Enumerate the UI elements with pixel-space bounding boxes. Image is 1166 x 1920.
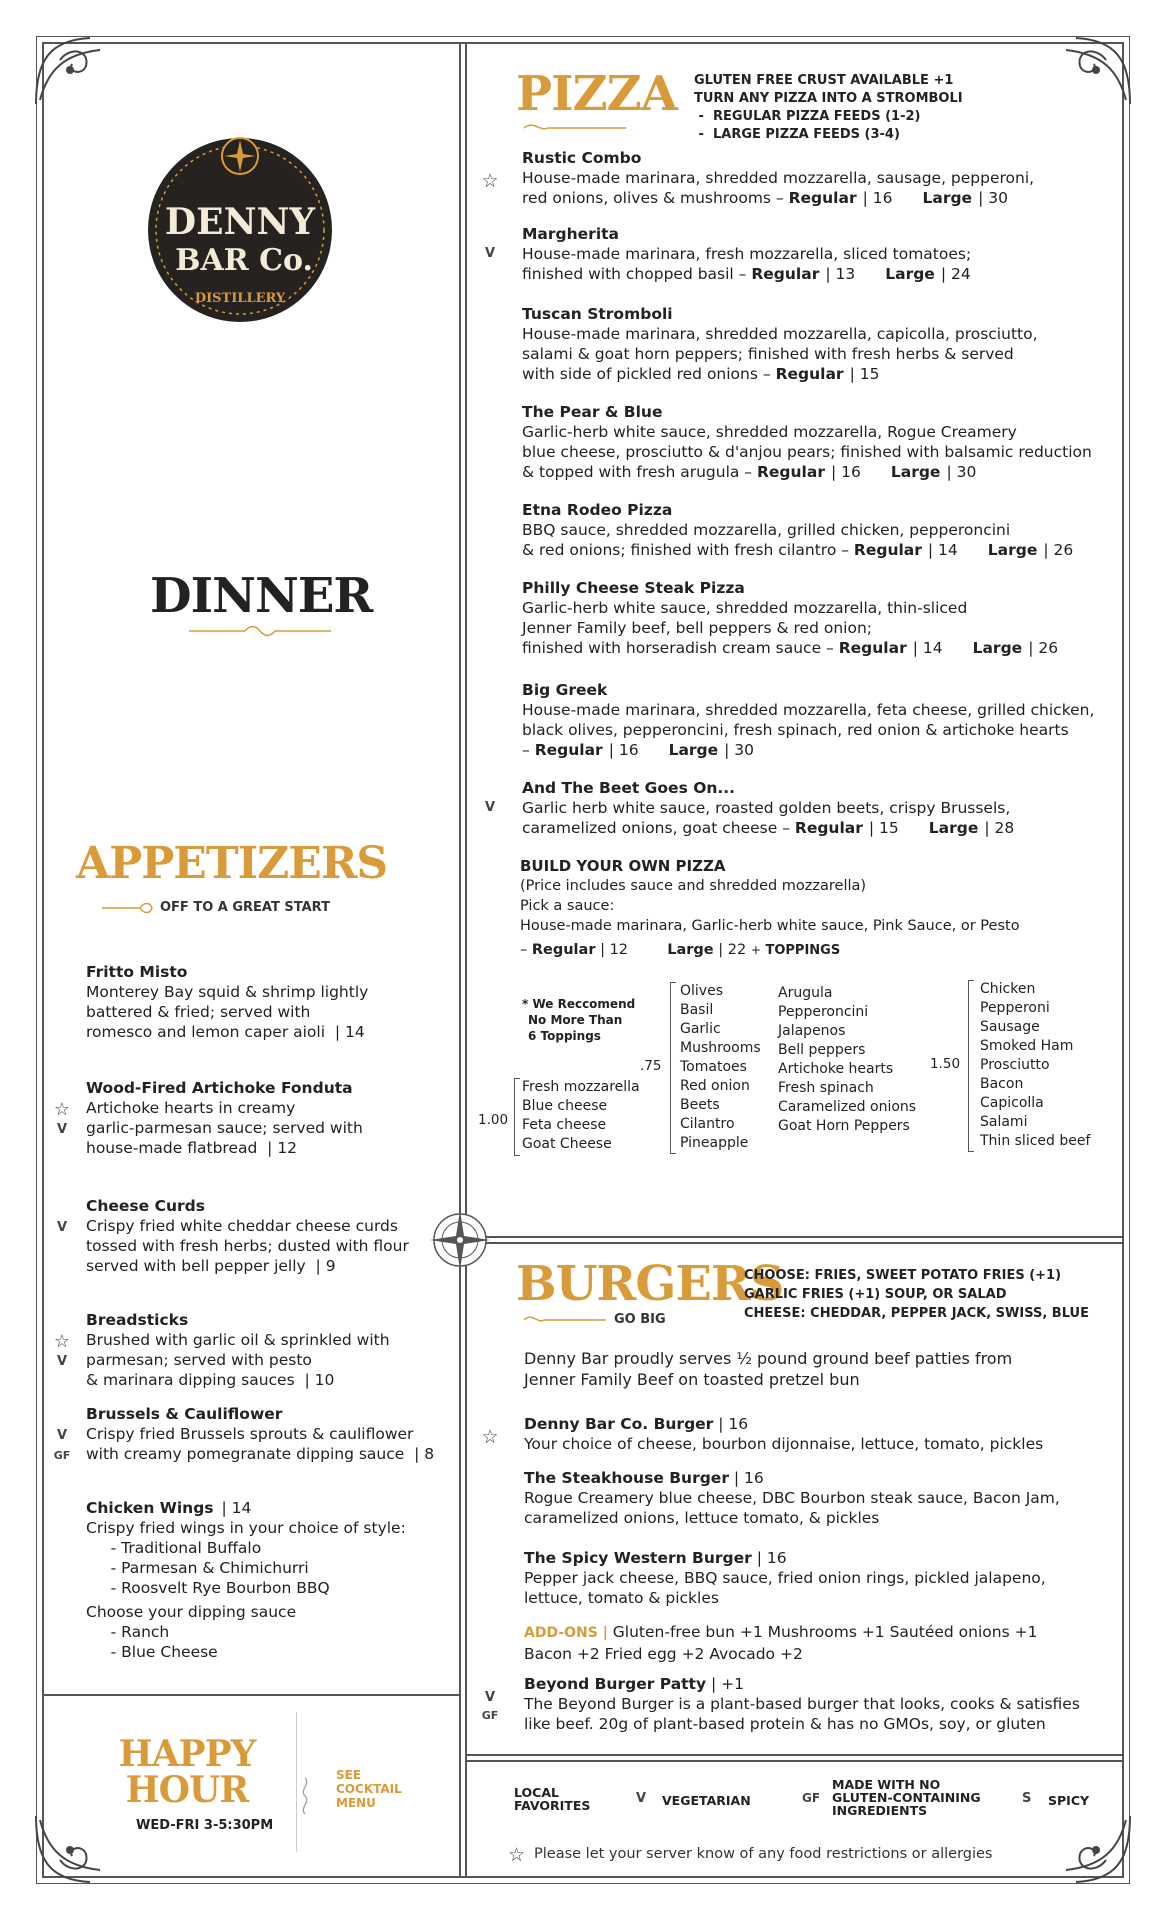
appetizer-desc: garlic-parmesan sauce; served with — [86, 1119, 363, 1137]
burger-item — [524, 1414, 1124, 1454]
topping-item: Goat Horn Peppers — [778, 1118, 910, 1134]
pizza-name: Philly Cheese Steak Pizza — [522, 579, 745, 597]
burger-header — [524, 1548, 1124, 1568]
large-price: | 30 — [978, 189, 1008, 207]
pizza-item — [522, 500, 1122, 560]
pizza-price-line — [522, 638, 1122, 658]
appetizer-desc: Monterey Bay squid & shrimp lightly — [86, 983, 369, 1001]
pizza-price-line — [522, 188, 1122, 208]
appetizer-desc: - Roosvelt Rye Bourbon BBQ — [86, 1579, 330, 1597]
topping-list-veg-1 — [680, 982, 761, 1153]
topping-item: Olives — [680, 983, 723, 999]
burgers-subtitle: GO BIG — [614, 1312, 666, 1327]
topping-item: Jalapenos — [778, 1023, 846, 1039]
appetizer-name: Chicken Wings — [86, 1499, 214, 1517]
pizza-desc: House-made marinara, shredded mozzarella, feta cheese, grilled chicken, — [522, 701, 1095, 719]
dipping-sauce — [86, 1602, 426, 1662]
large-price: | 24 — [940, 265, 971, 283]
large-label: Large — [668, 741, 719, 759]
pizza-item — [522, 148, 1122, 208]
large-label: Large — [972, 639, 1023, 657]
topping-item: Salami — [980, 1114, 1028, 1130]
topping-item: Prosciutto — [980, 1057, 1050, 1073]
vegetarian-icon: V — [56, 1428, 68, 1443]
topping-item: Mushrooms — [680, 1040, 761, 1056]
appetizers-heading: APPETIZERS — [76, 838, 388, 889]
topping-item: Red onion — [680, 1078, 750, 1094]
price-100: 1.00 — [478, 1112, 509, 1128]
vegetarian-icon: V — [484, 800, 496, 815]
topping-item: Pineapple — [680, 1135, 749, 1151]
cocktail-text: COCKTAIL — [336, 1782, 402, 1796]
vegetarian-icon: V — [484, 246, 496, 261]
regular-label: Regular — [756, 463, 825, 481]
addons-line-2: Bacon +2 Fried egg +2 Avocado +2 — [524, 1645, 803, 1663]
topping-item: Blue cheese — [522, 1098, 608, 1114]
happy-hour-title-1: HAPPY — [118, 1733, 256, 1775]
topping-list-meats — [980, 980, 1090, 1151]
star-icon: ☆ — [53, 1099, 71, 1120]
pizza-note: TURN ANY PIZZA INTO A STROMBOLI — [694, 91, 963, 106]
topping-item: Bacon — [980, 1076, 1024, 1092]
vegetarian-icon: V — [636, 1791, 647, 1806]
topping-item: Thin sliced beef — [980, 1133, 1091, 1149]
burgers-heading: BURGERS — [516, 1256, 784, 1312]
burger-desc: The Beyond Burger is a plant-based burger that looks, cooks & satisfies — [524, 1695, 1080, 1713]
byo-price-line — [520, 940, 1120, 961]
topping-item: Tomatoes — [680, 1059, 747, 1075]
compass-icon — [428, 1208, 492, 1272]
regular-price: | 16 — [862, 189, 893, 207]
byo-regular-label: Regular — [531, 942, 596, 958]
appetizer-desc: - Traditional Buffalo — [86, 1539, 262, 1557]
bracket — [670, 982, 676, 1154]
dipping-option: - Blue Cheese — [86, 1643, 218, 1661]
bracket — [514, 1078, 520, 1156]
rec-line: * We Reccomend — [522, 997, 636, 1011]
appetizer-desc: house-made flatbread | 12 — [86, 1139, 298, 1157]
large-label: Large — [890, 463, 941, 481]
appetizer-desc: Crispy fried white cheddar cheese curds — [86, 1217, 398, 1235]
pizza-desc: Garlic-herb white sauce, shredded mozzarella, thin-sliced — [522, 599, 968, 617]
topping-item: Garlic — [680, 1021, 721, 1037]
large-label: Large — [928, 819, 979, 837]
byo-title: BUILD YOUR OWN PIZZA — [520, 857, 726, 875]
appetizer-desc: with creamy pomegranate dipping sauce | 8 — [86, 1445, 435, 1463]
pizza-price-line — [522, 364, 1122, 384]
pizza-desc-tail: & topped with fresh arugula – — [522, 463, 757, 481]
appetizer-desc: battered & fried; served with — [86, 1003, 311, 1021]
legend-text: MADE WITH NO — [832, 1777, 941, 1792]
corner-ornament-icon — [30, 30, 110, 110]
pizza-name: Rustic Combo — [522, 149, 642, 167]
logo-text-2: BAR Co. — [175, 243, 313, 278]
gluten-free-icon: GF — [802, 1791, 821, 1805]
byo-reg-prefix: – — [520, 942, 532, 958]
byo-plus: + — [750, 943, 761, 957]
pizza-name: And The Beet Goes On... — [522, 779, 736, 797]
regular-price: | 16 — [608, 741, 639, 759]
pizza-price-line — [522, 740, 1122, 760]
topping-item: Goat Cheese — [522, 1136, 612, 1152]
appetizer-desc: served with bell pepper jelly | 9 — [86, 1257, 336, 1275]
appetizer-desc: - Parmesan & Chimichurri — [86, 1559, 309, 1577]
gluten-free-icon: GF — [53, 1449, 71, 1462]
flourish-icon — [185, 624, 335, 638]
price-150: 1.50 — [930, 1056, 961, 1072]
pizza-desc-tail: finished with horseradish cream sauce – — [522, 639, 839, 657]
appetizer-desc: Brushed with garlic oil & sprinkled with — [86, 1331, 390, 1349]
star-icon: ☆ — [508, 1844, 526, 1866]
burger-header — [524, 1468, 1124, 1488]
price-075: .75 — [640, 1058, 662, 1074]
regular-price: | 16 — [830, 463, 861, 481]
rec-line: No More Than — [528, 1013, 623, 1027]
burger-name: Beyond Burger Patty — [524, 1675, 707, 1693]
topping-item: Basil — [680, 1002, 714, 1018]
burger-addons — [524, 1622, 1037, 1665]
menu-text: MENU — [336, 1796, 376, 1810]
burger-desc: Your choice of cheese, bourbon dijonnaise, lettuce, tomato, pickles — [524, 1435, 1044, 1453]
byo-line: Pick a sauce: — [520, 898, 615, 914]
pizza-price-line — [522, 818, 1122, 838]
large-label: Large — [987, 541, 1038, 559]
regular-price: | 14 — [912, 639, 943, 657]
burger-desc: lettuce, tomato & pickles — [524, 1589, 719, 1607]
burger-item — [524, 1548, 1124, 1608]
pizza-note: - REGULAR PIZZA FEEDS (1-2) — [694, 109, 921, 124]
vegetarian-icon: V — [56, 1220, 68, 1235]
pizza-name: Big Greek — [522, 681, 608, 699]
legend-vegetarian: VEGETARIAN — [662, 1793, 751, 1808]
burger-note: CHOOSE: FRIES, SWEET POTATO FRIES (+1) — [744, 1268, 1062, 1283]
pizza-desc-tail: caramelized onions, goat cheese – — [522, 819, 795, 837]
appetizer-name: Wood-Fired Artichoke Fonduta — [86, 1079, 353, 1097]
appetizer-header — [86, 1498, 426, 1518]
burger-desc: caramelized onions, lettuce tomato, & pickles — [524, 1509, 880, 1527]
appetizer-item — [86, 1498, 426, 1598]
pizza-note: - LARGE PIZZA FEEDS (3-4) — [694, 127, 900, 142]
topping-item: Caramelized onions — [778, 1099, 917, 1115]
pizza-price-line — [522, 462, 1122, 482]
burger-price: | 16 — [751, 1549, 787, 1567]
appetizer-item — [86, 1196, 426, 1276]
topping-list-veg-2 — [778, 984, 916, 1136]
large-label: Large — [922, 189, 973, 207]
pizza-desc: salami & goat horn peppers; finished with fresh herbs & served — [522, 345, 1014, 363]
byo-large-price: | 22 — [718, 942, 747, 958]
topping-item: Fresh spinach — [778, 1080, 874, 1096]
topping-item: Capicolla — [980, 1095, 1044, 1111]
pizza-item — [522, 304, 1122, 384]
appetizer-item — [86, 962, 426, 1042]
pizza-desc: House-made marinara, shredded mozzarella, sausage, pepperoni, — [522, 169, 1035, 187]
pizza-desc: Garlic herb white sauce, roasted golden beets, crispy Brussels, — [522, 799, 1011, 817]
pizza-name: Margherita — [522, 225, 619, 243]
pizza-item — [522, 578, 1122, 658]
appetizer-header — [86, 1404, 426, 1424]
happy-hour-title-2: HOUR — [125, 1769, 249, 1811]
pizza-desc-tail: & red onions; finished with fresh cilantro – — [522, 541, 854, 559]
topping-item: Fresh mozzarella — [522, 1079, 640, 1095]
star-icon: ☆ — [481, 1426, 499, 1448]
appetizer-desc: Crispy fried wings in your choice of style: — [86, 1519, 406, 1537]
flourish-icon — [298, 1776, 312, 1816]
dinner-heading: DINNER — [150, 568, 373, 624]
topping-item: Feta cheese — [522, 1117, 607, 1133]
legend-divider-2 — [465, 1760, 1124, 1762]
bracket — [968, 980, 974, 1152]
topping-item: Bell peppers — [778, 1042, 866, 1058]
large-label: Large — [885, 265, 935, 283]
denny-bar-logo — [140, 118, 340, 338]
column-divider-2 — [465, 42, 467, 1878]
intro-line: Jenner Family Beef on toasted pretzel bun — [524, 1370, 860, 1389]
logo-text-1: DENNY — [164, 201, 316, 243]
appetizer-desc: tossed with fresh herbs; dusted with flour — [86, 1237, 409, 1255]
pizza-notes — [694, 72, 963, 144]
burger-price: | 16 — [728, 1469, 764, 1487]
see-text: SEE — [336, 1768, 362, 1782]
legend-spicy: SPICY — [1048, 1793, 1090, 1808]
dipping-option: - Ranch — [86, 1623, 170, 1641]
flourish-icon — [520, 1312, 610, 1326]
legend-divider — [465, 1754, 1124, 1756]
topping-list-cheese — [522, 1078, 640, 1154]
pizza-item — [522, 778, 1122, 838]
burger-header — [524, 1414, 1124, 1434]
appetizer-item — [86, 1404, 435, 1464]
burger-price: | +1 — [706, 1675, 745, 1693]
pizza-desc-tail: red onions, olives & mushrooms – — [522, 189, 789, 207]
burger-intro — [524, 1348, 1012, 1390]
regular-label: Regular — [794, 819, 863, 837]
pizza-desc: House-made marinara, shredded mozzarella, capicolla, prosciutto, — [522, 325, 1038, 343]
star-icon: ☆ — [481, 170, 499, 192]
regular-label: Regular — [534, 741, 603, 759]
intro-line: Denny Bar proudly serves ½ pound ground beef patties from — [524, 1349, 1013, 1368]
appetizer-name: Cheese Curds — [86, 1197, 205, 1215]
allergy-footnote: Please let your server know of any food restrictions or allergies — [534, 1846, 993, 1862]
topping-item: Pepperoni — [980, 1000, 1050, 1016]
corner-ornament-icon — [30, 1810, 110, 1890]
regular-label: Regular — [853, 541, 922, 559]
appetizer-header — [86, 1196, 426, 1216]
legend-local-favorites — [514, 1786, 590, 1812]
burger-note: GARLIC FRIES (+1) SOUP, OR SALAD — [744, 1287, 1007, 1302]
appetizer-desc: romesco and lemon caper aioli | 14 — [86, 1023, 365, 1041]
column-divider — [459, 42, 461, 1878]
addons-label: ADD-ONS | — [524, 1625, 608, 1641]
burger-item — [524, 1468, 1124, 1528]
appetizer-price: | 14 — [221, 1499, 252, 1517]
regular-label: Regular — [788, 189, 857, 207]
vegetarian-icon: V — [484, 1690, 496, 1705]
burger-item-beyond — [524, 1674, 1124, 1734]
large-price: | 26 — [1028, 639, 1059, 657]
regular-price: | 15 — [849, 365, 880, 383]
appetizer-desc: & marinara dipping sauces | 10 — [86, 1371, 335, 1389]
appetizer-name: Breadsticks — [86, 1311, 189, 1329]
addons-line-1: Gluten-free bun +1 Mushrooms +1 Sautéed onions +1 — [607, 1623, 1038, 1641]
pizza-desc: blue cheese, prosciutto & d'anjou pears; finished with balsamic reduction — [522, 443, 1092, 461]
pizza-note: GLUTEN FREE CRUST AVAILABLE +1 — [694, 73, 954, 88]
legend-gluten-free — [832, 1778, 981, 1817]
corner-ornament-icon — [1056, 1810, 1136, 1890]
pizza-item — [522, 224, 1122, 284]
topping-recommendation — [522, 996, 635, 1044]
rec-line: 6 Toppings — [528, 1029, 601, 1043]
regular-price: | 15 — [868, 819, 899, 837]
dipping-label: Choose your dipping sauce — [86, 1603, 297, 1621]
appetizer-item — [86, 1078, 426, 1158]
pizza-burger-divider — [465, 1236, 1124, 1238]
pizza-heading: PIZZA — [516, 66, 677, 122]
burger-notes — [744, 1266, 1089, 1323]
corner-ornament-icon — [1056, 30, 1136, 110]
burger-desc: Pepper jack cheese, BBQ sauce, fried onion rings, pickled jalapeno, — [524, 1569, 1046, 1587]
logo-text-3: DISTILLERY — [194, 291, 286, 306]
appetizer-header — [86, 1310, 426, 1330]
topping-item: Cilantro — [680, 1116, 735, 1132]
happy-hour-divider — [42, 1694, 461, 1696]
byo-large-label: Large — [667, 942, 714, 958]
regular-price: | 14 — [927, 541, 958, 559]
burger-desc: Rogue Creamery blue cheese, DBC Bourbon steak sauce, Bacon Jam, — [524, 1489, 1060, 1507]
topping-item: Chicken — [980, 981, 1036, 997]
pizza-desc: House-made marinara, fresh mozzarella, sliced tomatoes; — [522, 245, 972, 263]
burger-price: | 16 — [713, 1415, 749, 1433]
appetizer-name: Fritto Misto — [86, 963, 188, 981]
spicy-icon: S — [1022, 1791, 1032, 1806]
vegetarian-icon: V — [56, 1122, 68, 1137]
large-price: | 30 — [724, 741, 755, 759]
star-icon: ☆ — [53, 1331, 71, 1352]
topping-item: Artichoke hearts — [778, 1061, 894, 1077]
byo-regular-price: | 12 — [600, 942, 629, 958]
large-price: | 26 — [1043, 541, 1074, 559]
regular-label: Regular — [775, 365, 844, 383]
regular-label: Regular — [751, 265, 820, 283]
see-cocktail-menu[interactable] — [336, 1768, 402, 1810]
appetizer-item — [86, 1310, 426, 1390]
topping-item: Arugula — [778, 985, 833, 1001]
appetizers-subtitle: OFF TO A GREAT START — [160, 900, 330, 915]
pizza-name: Etna Rodeo Pizza — [522, 501, 673, 519]
burger-name: The Spicy Western Burger — [524, 1549, 752, 1567]
topping-item: Beets — [680, 1097, 720, 1113]
happy-hour-divider-vert — [296, 1712, 297, 1852]
legend-text: INGREDIENTS — [832, 1803, 928, 1818]
pizza-desc: Garlic-herb white sauce, shredded mozzarella, Rogue Creamery — [522, 423, 1017, 441]
pizza-item — [522, 402, 1122, 482]
topping-item: Sausage — [980, 1019, 1040, 1035]
pizza-desc-tail: with side of pickled red onions – — [522, 365, 776, 383]
pizza-desc-tail: – — [522, 741, 535, 759]
appetizer-name: Brussels & Cauliflower — [86, 1405, 283, 1423]
regular-price: | 13 — [825, 265, 856, 283]
happy-hour-heading — [112, 1733, 262, 1811]
appetizer-desc: Artichoke hearts in creamy — [86, 1099, 296, 1117]
byo-line: (Price includes sauce and shredded mozzarella) — [520, 878, 867, 894]
happy-hour-days: WED-FRI 3-5:30PM — [136, 1818, 274, 1833]
appetizer-desc: Crispy fried Brussels sprouts & cauliflower — [86, 1425, 414, 1443]
burger-name: The Steakhouse Burger — [524, 1469, 729, 1487]
appetizer-desc: parmesan; served with pesto — [86, 1351, 312, 1369]
regular-label: Regular — [838, 639, 907, 657]
large-price: | 30 — [946, 463, 977, 481]
flourish-icon — [100, 900, 156, 916]
legend-text: LOCAL — [514, 1785, 559, 1800]
pizza-desc: black olives, pepperoncini, fresh spinach, red onion & artichoke hearts — [522, 721, 1069, 739]
appetizer-header — [86, 962, 426, 982]
legend-text: FAVORITES — [514, 1798, 591, 1813]
byo-toppings-label: TOPPINGS — [765, 943, 841, 958]
burger-name: Denny Bar Co. Burger — [524, 1415, 714, 1433]
legend-text: GLUTEN-CONTAINING — [832, 1790, 981, 1805]
topping-item: Smoked Ham — [980, 1038, 1074, 1054]
byo-line: House-made marinara, Garlic-herb white sauce, Pink Sauce, or Pesto — [520, 918, 1020, 934]
topping-item: Pepperoncini — [778, 1004, 869, 1020]
pizza-name: Tuscan Stromboli — [522, 305, 673, 323]
pizza-item — [522, 680, 1122, 760]
pizza-burger-divider-2 — [465, 1242, 1124, 1244]
build-your-own-pizza — [520, 856, 1120, 961]
pizza-name: The Pear & Blue — [522, 403, 663, 421]
pizza-desc: BBQ sauce, shredded mozzarella, grilled chicken, pepperoncini — [522, 521, 1011, 539]
pizza-desc: Jenner Family beef, bell peppers & red onion; — [522, 619, 872, 637]
vegetarian-icon: V — [56, 1354, 68, 1369]
pizza-price-line — [522, 264, 1122, 284]
appetizer-header — [86, 1078, 426, 1098]
flourish-icon — [520, 118, 630, 134]
burger-note: CHEESE: CHEDDAR, PEPPER JACK, SWISS, BLUE — [744, 1306, 1089, 1321]
gluten-free-icon: GF — [481, 1709, 499, 1722]
large-price: | 28 — [984, 819, 1015, 837]
burger-desc: like beef. 20g of plant-based protein & has no GMOs, soy, or gluten — [524, 1715, 1046, 1733]
pizza-price-line — [522, 540, 1122, 560]
pizza-desc-tail: finished with chopped basil – — [522, 265, 752, 283]
